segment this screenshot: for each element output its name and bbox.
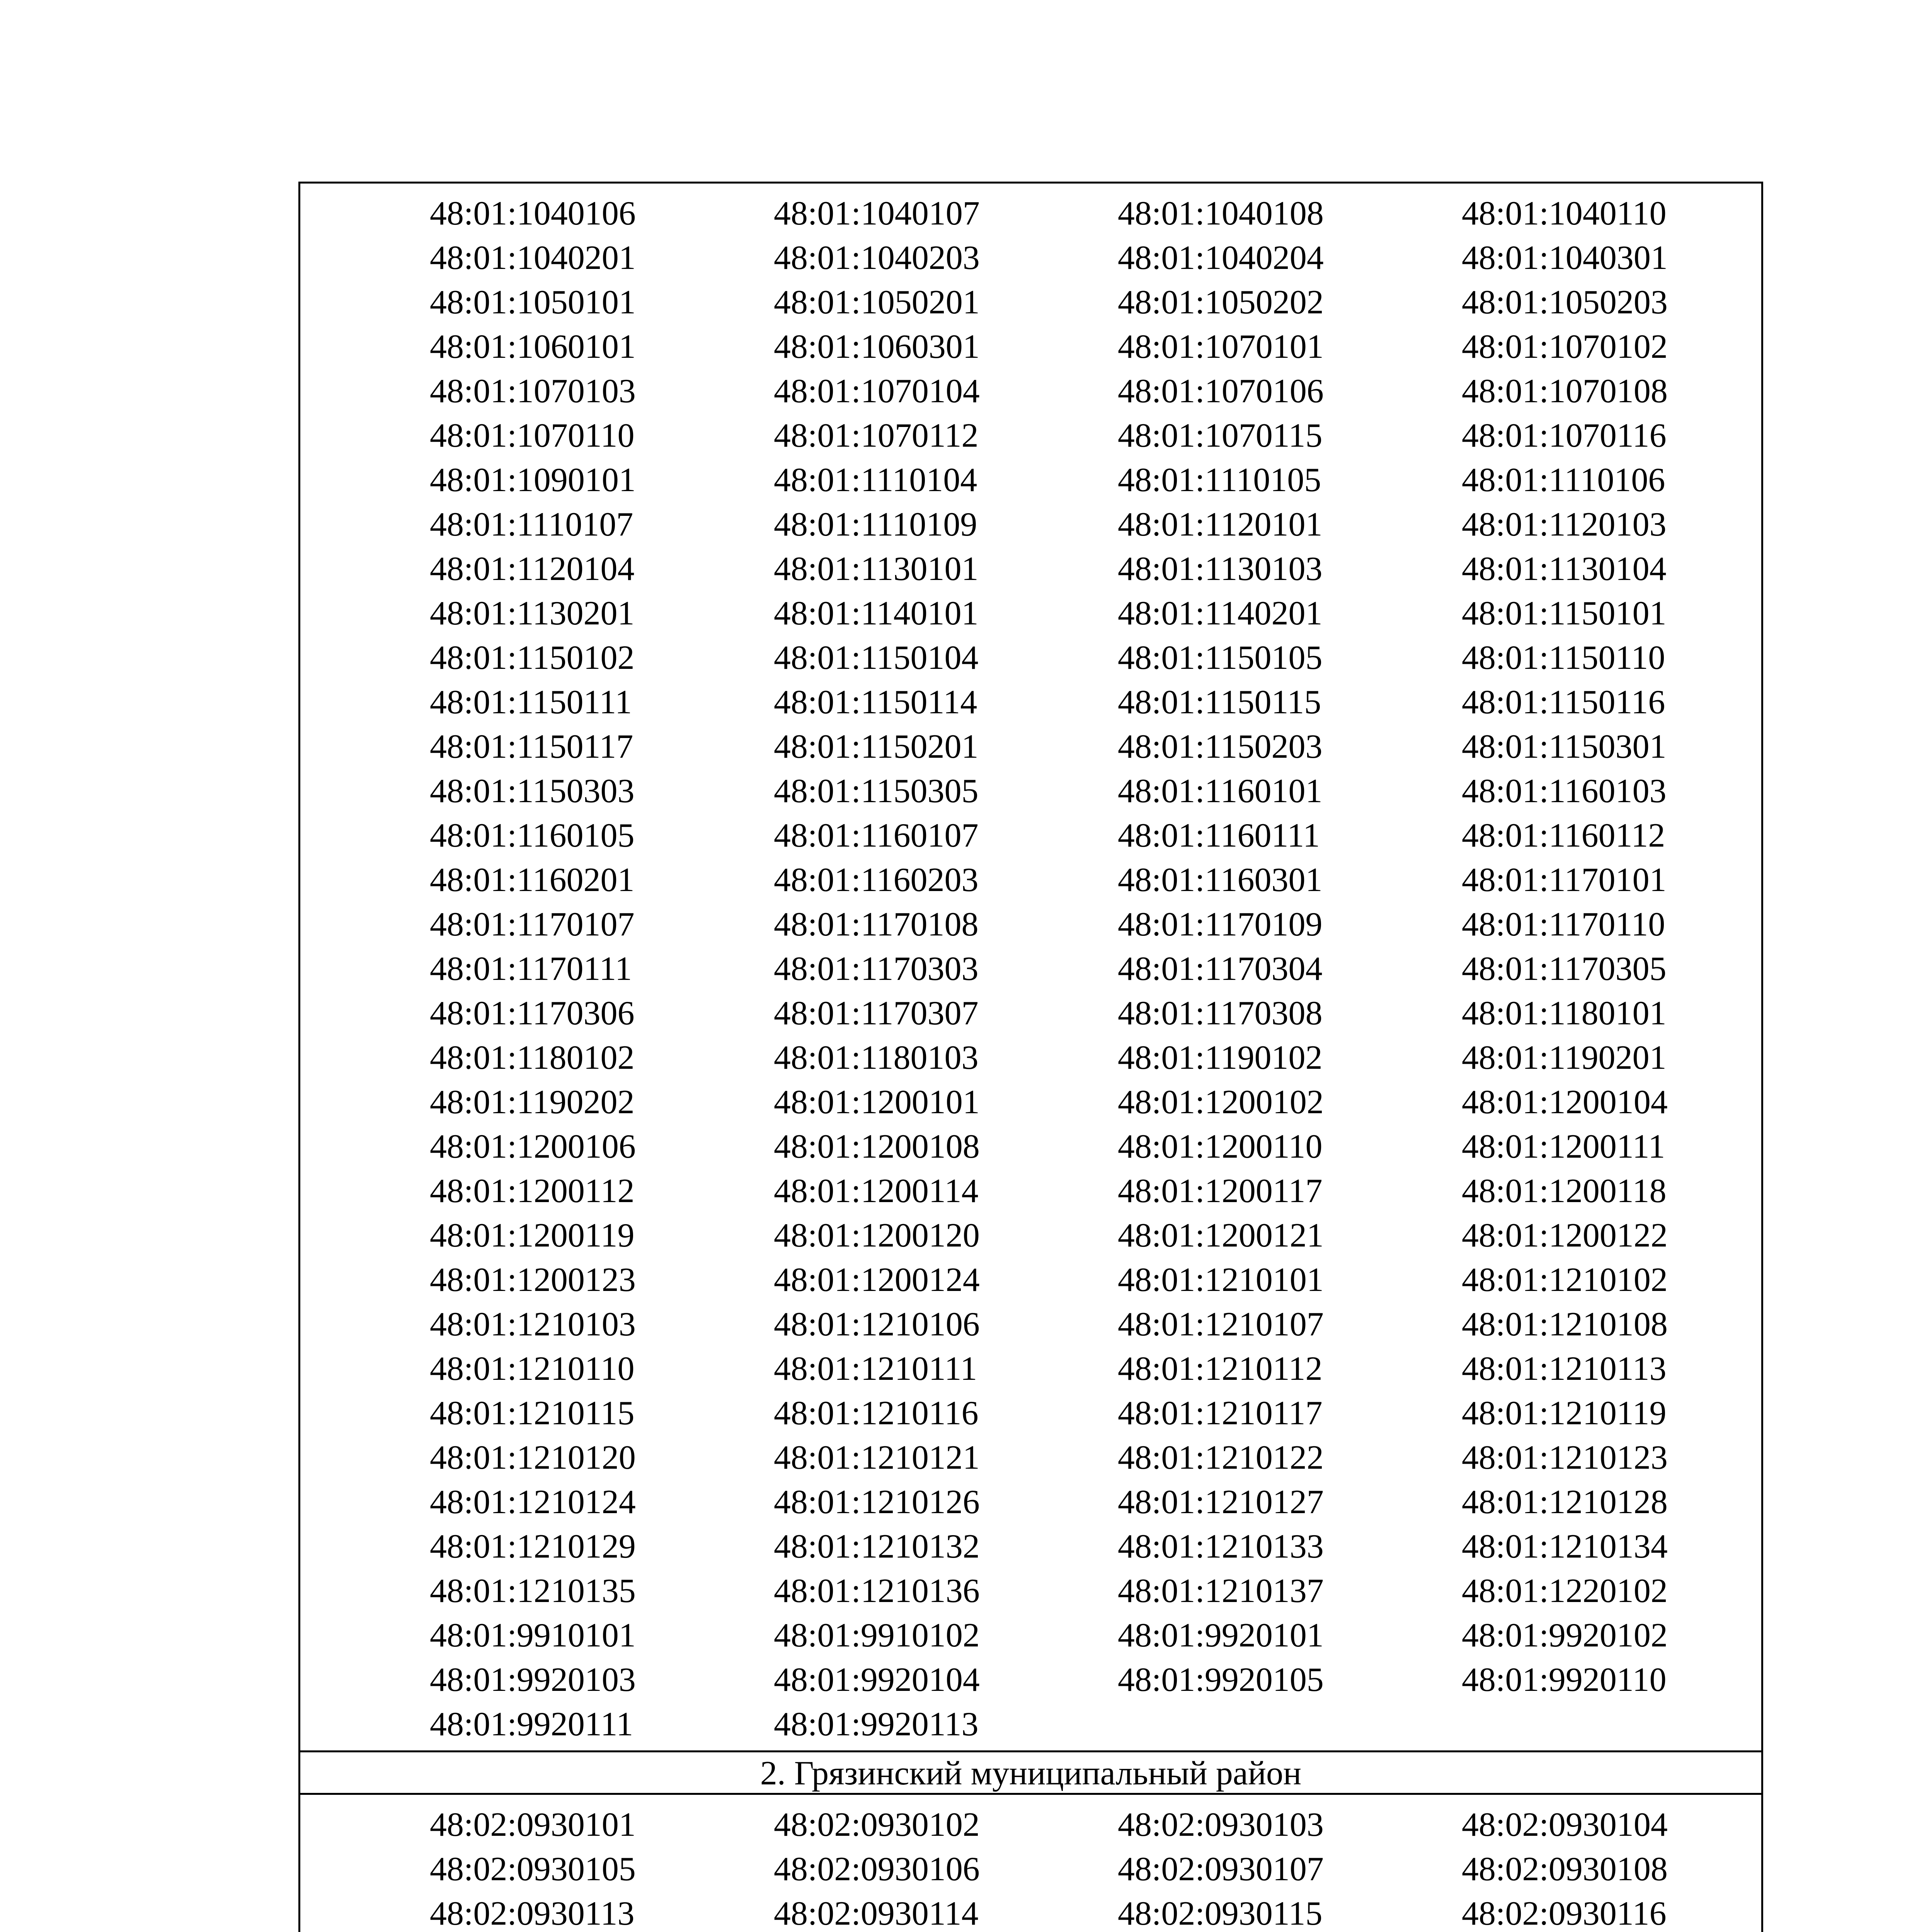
- cadastral-number-cell: 48:01:1200108: [774, 1128, 980, 1165]
- table-row: [300, 1702, 1761, 1747]
- cadastral-number-cell: 48:01:1160103: [1462, 772, 1667, 810]
- cadastral-number-cell: 48:01:1210111: [774, 1350, 977, 1388]
- table-row: [300, 991, 1761, 1036]
- cadastral-number-cell: 48:01:1170305: [1462, 950, 1667, 988]
- cadastral-number-cell: 48:01:1070106: [1118, 372, 1324, 410]
- cadastral-number-cell: 48:01:1200124: [774, 1261, 980, 1299]
- cadastral-number-cell: 48:01:1170108: [774, 906, 979, 943]
- cadastral-number-cell: 48:01:9920105: [1118, 1661, 1324, 1699]
- cadastral-number-cell: 48:01:1210128: [1462, 1483, 1668, 1521]
- cadastral-number-cell: 48:01:1180101: [1462, 995, 1667, 1032]
- table-row: [300, 413, 1761, 458]
- section-body: [300, 184, 1761, 1750]
- cadastral-number-cell: 48:01:1170110: [1462, 906, 1665, 943]
- table-row: [300, 191, 1761, 236]
- cadastral-number-cell: 48:01:1140201: [1118, 595, 1323, 632]
- cadastral-number-cell: 48:01:1210127: [1118, 1483, 1324, 1521]
- cadastral-number-cell: 48:01:1200120: [774, 1217, 980, 1254]
- cadastral-number-cell: 48:01:1150203: [1118, 728, 1323, 765]
- cadastral-number-cell: 48:01:1190102: [1118, 1039, 1323, 1077]
- cadastral-number-cell: 48:01:1170304: [1118, 950, 1323, 988]
- table-row: [300, 1658, 1761, 1702]
- cadastral-number-cell: 48:01:1050203: [1462, 284, 1668, 321]
- cadastral-number-cell: 48:01:1120101: [1118, 506, 1323, 543]
- table-row: [300, 680, 1761, 724]
- cadastral-number-cell: 48:01:1200106: [430, 1128, 636, 1165]
- cadastral-number-cell: 48:01:1150105: [1118, 639, 1323, 677]
- cadastral-number-cell: 48:01:1110104: [774, 461, 977, 499]
- cadastral-number-cell: 48:01:1140101: [774, 595, 979, 632]
- table-row: [300, 502, 1761, 547]
- cadastral-number-cell: 48:01:1210126: [774, 1483, 980, 1521]
- cadastral-number-cell: 48:01:1120103: [1462, 506, 1667, 543]
- cadastral-number-cell: 48:01:1170308: [1118, 995, 1323, 1032]
- table-row: [300, 1803, 1761, 1847]
- cadastral-number-cell: 48:01:1200102: [1118, 1083, 1324, 1121]
- cadastral-number-cell: 48:02:0930105: [430, 1850, 636, 1888]
- cadastral-number-cell: 48:01:1200119: [430, 1217, 635, 1254]
- cadastral-number-cell: 48:01:9910102: [774, 1617, 980, 1654]
- cadastral-number-cell: 48:01:1120104: [430, 550, 635, 588]
- table-row: [300, 902, 1761, 947]
- cadastral-number-cell: 48:01:1200122: [1462, 1217, 1668, 1254]
- cadastral-number-cell: 48:01:1150117: [430, 728, 633, 765]
- table-row: [300, 1891, 1761, 1932]
- cadastral-number-cell: 48:01:1150201: [774, 728, 979, 765]
- cadastral-number-cell: 48:01:1060101: [430, 328, 636, 366]
- cadastral-number-cell: 48:01:1160107: [774, 817, 979, 854]
- table-row: [300, 325, 1761, 369]
- cadastral-number-cell: 48:01:1210137: [1118, 1572, 1324, 1610]
- cadastral-number-cell: 48:01:1210132: [774, 1528, 980, 1565]
- cadastral-number-cell: 48:01:1210120: [430, 1439, 636, 1476]
- cadastral-number-cell: 48:01:9910101: [430, 1617, 636, 1654]
- cadastral-number-cell: 48:01:1200123: [430, 1261, 636, 1299]
- cadastral-number-cell: 48:01:1210102: [1462, 1261, 1668, 1299]
- cadastral-number-cell: 48:01:1070102: [1462, 328, 1668, 366]
- cadastral-number-cell: 48:01:1200114: [774, 1172, 979, 1210]
- cadastral-number-cell: 48:01:1210101: [1118, 1261, 1324, 1299]
- table-row: [300, 1124, 1761, 1169]
- cadastral-table: [298, 182, 1763, 1932]
- table-row: [300, 369, 1761, 413]
- cadastral-number-cell: 48:01:1210119: [1462, 1395, 1667, 1432]
- cadastral-number-cell: 48:01:1130104: [1462, 550, 1667, 588]
- table-row: [300, 236, 1761, 280]
- cadastral-number-cell: 48:01:1210116: [774, 1395, 979, 1432]
- cadastral-number-cell: 48:01:1150110: [1462, 639, 1665, 677]
- section-body: [300, 1795, 1761, 1932]
- cadastral-number-cell: 48:01:1160201: [430, 861, 635, 899]
- cadastral-number-cell: 48:01:1210133: [1118, 1528, 1324, 1565]
- cadastral-number-cell: 48:01:1110107: [430, 506, 633, 543]
- cadastral-number-cell: 48:01:1210134: [1462, 1528, 1668, 1565]
- cadastral-number-cell: 48:01:1210108: [1462, 1306, 1668, 1343]
- cadastral-number-cell: 48:01:1200112: [430, 1172, 635, 1210]
- table-row: [300, 1391, 1761, 1435]
- cadastral-number-cell: 48:01:1150102: [430, 639, 635, 677]
- cadastral-number-cell: 48:01:1150115: [1118, 684, 1321, 721]
- cadastral-number-cell: 48:01:1070104: [774, 372, 980, 410]
- cadastral-number-cell: 48:01:1210121: [774, 1439, 980, 1476]
- cadastral-number-cell: 48:01:1210123: [1462, 1439, 1668, 1476]
- cadastral-number-cell: 48:01:1210110: [430, 1350, 635, 1388]
- cadastral-number-cell: 48:01:1090101: [430, 461, 636, 499]
- cadastral-number-cell: 48:01:1160111: [1118, 817, 1320, 854]
- table-row: [300, 458, 1761, 502]
- cadastral-number-cell: 48:01:1200121: [1118, 1217, 1324, 1254]
- cadastral-number-cell: 48:01:1210103: [430, 1306, 636, 1343]
- table-row: [300, 1847, 1761, 1891]
- cadastral-number-cell: 48:02:0930108: [1462, 1850, 1668, 1888]
- cadastral-number-cell: 48:01:1150114: [774, 684, 977, 721]
- cadastral-number-cell: 48:02:0930102: [774, 1806, 980, 1844]
- table-row: [300, 1036, 1761, 1080]
- table-row: [300, 724, 1761, 769]
- cadastral-number-cell: 48:01:9920113: [774, 1706, 979, 1743]
- table-row: [300, 1302, 1761, 1347]
- cadastral-number-cell: 48:01:1150101: [1462, 595, 1667, 632]
- cadastral-number-cell: 48:01:1190201: [1462, 1039, 1667, 1077]
- cadastral-number-cell: 48:01:1200101: [774, 1083, 980, 1121]
- cadastral-number-cell: 48:01:1160112: [1462, 817, 1665, 854]
- table-row: [300, 1569, 1761, 1613]
- cadastral-number-cell: 48:01:1200117: [1118, 1172, 1323, 1210]
- cadastral-number-cell: 48:01:1130103: [1118, 550, 1323, 588]
- cadastral-number-cell: 48:01:1050101: [430, 284, 636, 321]
- cadastral-number-cell: 48:01:1200110: [1118, 1128, 1323, 1165]
- cadastral-number-cell: 48:01:9920104: [774, 1661, 980, 1699]
- cadastral-number-cell: 48:01:1180103: [774, 1039, 979, 1077]
- cadastral-number-cell: 48:01:1040106: [430, 195, 636, 232]
- cadastral-number-cell: 48:02:0930116: [1462, 1895, 1667, 1932]
- cadastral-number-cell: 48:01:1150305: [774, 772, 979, 810]
- table-row: [300, 1480, 1761, 1524]
- cadastral-number-cell: 48:02:0930101: [430, 1806, 636, 1844]
- cadastral-number-cell: 48:01:1160105: [430, 817, 635, 854]
- table-row: [300, 947, 1761, 991]
- cadastral-number-cell: 48:01:1170303: [774, 950, 979, 988]
- cadastral-number-cell: 48:01:1050201: [774, 284, 980, 321]
- cadastral-number-cell: 48:01:9920111: [430, 1706, 633, 1743]
- cadastral-number-cell: 48:01:1070112: [774, 417, 979, 454]
- cadastral-number-cell: 48:01:1070101: [1118, 328, 1324, 366]
- cadastral-number-cell: 48:01:1200111: [1462, 1128, 1665, 1165]
- cadastral-number-cell: 48:01:1170307: [774, 995, 979, 1032]
- cadastral-number-cell: 48:01:1110109: [774, 506, 977, 543]
- cadastral-number-cell: 48:01:1150111: [430, 684, 632, 721]
- table-row: [300, 591, 1761, 636]
- table-row: [300, 813, 1761, 858]
- table-row: [300, 1213, 1761, 1258]
- cadastral-number-cell: 48:01:1130201: [430, 595, 635, 632]
- cadastral-number-cell: 48:01:1220102: [1462, 1572, 1668, 1610]
- cadastral-number-cell: 48:01:1170306: [430, 995, 635, 1032]
- cadastral-number-cell: 48:02:0930104: [1462, 1806, 1668, 1844]
- table-section: [300, 1750, 1761, 1932]
- cadastral-number-cell: 48:01:1170109: [1118, 906, 1323, 943]
- table-row: [300, 1524, 1761, 1569]
- cadastral-number-cell: 48:01:1150116: [1462, 684, 1665, 721]
- cadastral-number-cell: 48:01:1210107: [1118, 1306, 1324, 1343]
- cadastral-number-cell: 48:01:1070108: [1462, 372, 1668, 410]
- cadastral-number-cell: 48:02:0930115: [1118, 1895, 1323, 1932]
- table-row: [300, 280, 1761, 325]
- cadastral-number-cell: 48:02:0930106: [774, 1850, 980, 1888]
- cadastral-number-cell: 48:01:1160101: [1118, 772, 1323, 810]
- cadastral-number-cell: 48:01:1040203: [774, 239, 980, 277]
- cadastral-number-cell: 48:01:1040107: [774, 195, 980, 232]
- cadastral-number-cell: 48:01:1070115: [1118, 417, 1323, 454]
- cadastral-number-cell: 48:01:9920102: [1462, 1617, 1668, 1654]
- cadastral-number-cell: 48:01:1040201: [430, 239, 636, 277]
- cadastral-number-cell: 48:02:0930113: [430, 1895, 635, 1932]
- cadastral-number-cell: 48:01:1150301: [1462, 728, 1667, 765]
- table-row: [300, 547, 1761, 591]
- cadastral-number-cell: 48:01:1210135: [430, 1572, 636, 1610]
- table-row: [300, 1613, 1761, 1658]
- table-section: [300, 184, 1761, 1750]
- cadastral-number-cell: 48:01:1170101: [1462, 861, 1667, 899]
- cadastral-number-cell: 48:01:1160203: [774, 861, 979, 899]
- cadastral-number-cell: 48:01:1040108: [1118, 195, 1324, 232]
- cadastral-number-cell: 48:01:1170107: [430, 906, 635, 943]
- section-header: 2. Грязинский муниципальный район: [300, 1752, 1761, 1795]
- cadastral-number-cell: 48:01:1130101: [774, 550, 979, 588]
- cadastral-number-cell: 48:02:0930103: [1118, 1806, 1324, 1844]
- cadastral-number-cell: 48:01:1060301: [774, 328, 980, 366]
- table-row: [300, 1347, 1761, 1391]
- cadastral-number-cell: 48:01:1210117: [1118, 1395, 1323, 1432]
- cadastral-number-cell: 48:01:1180102: [430, 1039, 635, 1077]
- table-row: [300, 636, 1761, 680]
- cadastral-number-cell: 48:01:1200104: [1462, 1083, 1668, 1121]
- cadastral-number-cell: 48:01:9920101: [1118, 1617, 1324, 1654]
- cadastral-number-cell: 48:02:0930114: [774, 1895, 979, 1932]
- cadastral-number-cell: 48:01:1210129: [430, 1528, 636, 1565]
- cadastral-number-cell: 48:02:0930107: [1118, 1850, 1324, 1888]
- cadastral-number-cell: 48:01:1200118: [1462, 1172, 1667, 1210]
- cadastral-number-cell: 48:01:1210122: [1118, 1439, 1324, 1476]
- cadastral-number-cell: 48:01:1170111: [430, 950, 632, 988]
- cadastral-number-cell: 48:01:1150303: [430, 772, 635, 810]
- cadastral-number-cell: 48:01:1110106: [1462, 461, 1665, 499]
- table-row: [300, 1435, 1761, 1480]
- table-row: [300, 769, 1761, 813]
- table-row: [300, 1169, 1761, 1213]
- cadastral-number-cell: 48:01:1210136: [774, 1572, 980, 1610]
- cadastral-number-cell: 48:01:1150104: [774, 639, 979, 677]
- cadastral-number-cell: 48:01:1210113: [1462, 1350, 1667, 1388]
- cadastral-number-cell: 48:01:1040110: [1462, 195, 1667, 232]
- cadastral-number-cell: 48:01:1040301: [1462, 239, 1668, 277]
- cadastral-number-cell: 48:01:1210115: [430, 1395, 635, 1432]
- table-row: [300, 1258, 1761, 1302]
- cadastral-number-cell: 48:01:1210112: [1118, 1350, 1323, 1388]
- cadastral-number-cell: 48:01:1070103: [430, 372, 636, 410]
- table-row: [300, 1080, 1761, 1124]
- cadastral-number-cell: 48:01:1210106: [774, 1306, 980, 1343]
- cadastral-number-cell: 48:01:1190202: [430, 1083, 635, 1121]
- cadastral-number-cell: 48:01:1210124: [430, 1483, 636, 1521]
- cadastral-number-cell: 48:01:1070110: [430, 417, 635, 454]
- cadastral-number-cell: 48:01:1110105: [1118, 461, 1321, 499]
- cadastral-number-cell: 48:01:1070116: [1462, 417, 1667, 454]
- cadastral-number-cell: 48:01:1040204: [1118, 239, 1324, 277]
- cadastral-number-cell: 48:01:9920103: [430, 1661, 636, 1699]
- cadastral-number-cell: 48:01:9920110: [1462, 1661, 1667, 1699]
- cadastral-number-cell: 48:01:1050202: [1118, 284, 1324, 321]
- cadastral-number-cell: 48:01:1160301: [1118, 861, 1323, 899]
- table-row: [300, 858, 1761, 902]
